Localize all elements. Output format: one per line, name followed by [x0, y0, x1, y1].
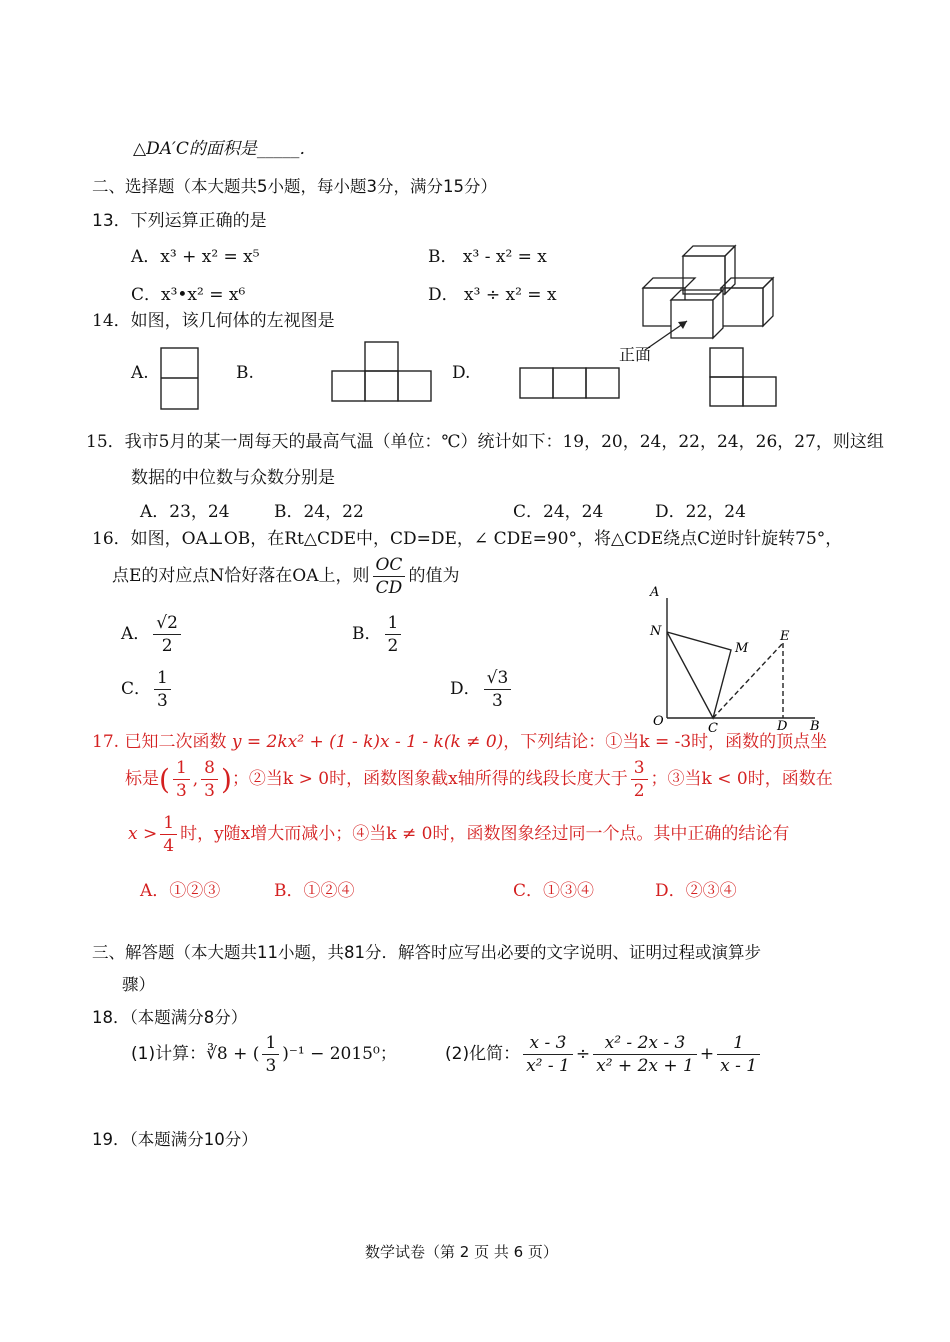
q16-ratio-num: OC: [373, 554, 406, 577]
q17-line3: [128, 812, 789, 857]
q17-vertex-y: [201, 757, 218, 802]
q12-tail: △DA′C的面积是_____．: [133, 139, 317, 159]
q16-option-b: [352, 612, 404, 657]
q16-option-d-num: √3: [484, 667, 512, 690]
q14-option-b-figure: [331, 341, 433, 403]
q16-option-d-fraction: [484, 667, 512, 712]
q17-vertex-y-den: 3: [204, 781, 215, 801]
q17-length-den: 2: [633, 781, 645, 801]
q15-option-c: C．24，24: [513, 502, 604, 522]
q15-option-d: D．22，24: [655, 502, 746, 522]
q16-ratio-fraction: [373, 554, 406, 599]
q16-label-e: E: [780, 629, 790, 644]
q16-option-b-label: B．: [352, 624, 382, 644]
q19-stem: 19．（本题满分10分）: [92, 1130, 258, 1149]
q15-option-a: A．23，24: [140, 502, 230, 522]
q18-part2: [445, 1032, 763, 1077]
q17-option-a: A．①②③: [140, 881, 221, 901]
q14-option-a-figure: [160, 347, 200, 411]
q16-label-m: M: [735, 641, 749, 656]
q13-option-b: B． x³ - x² = x: [428, 247, 547, 267]
q13-option-d: D． x³ ÷ x² = x: [428, 285, 557, 305]
q16-label-c: C: [708, 721, 718, 736]
q18-part1-den: 3: [265, 1056, 277, 1076]
q18-part1-fraction: [262, 1032, 279, 1077]
q18-part1-expr-b: )⁻¹ − 2015⁰；: [282, 1044, 397, 1064]
q16-line1: 16．如图，OA⊥OB，在Rt△CDE中，CD=DE，∠ CDE=90°，将△CDE绕点C逆时针旋转75°，: [92, 529, 843, 549]
q16-option-b-den: 2: [387, 636, 399, 656]
q18-f3-num: 1: [717, 1032, 760, 1055]
q18-part2-fraction-3: [717, 1032, 760, 1077]
section3-line2: 骤）: [122, 975, 155, 994]
q16-option-c: [121, 667, 174, 712]
q16-option-a-den: 2: [161, 636, 173, 656]
q18-part2-fraction-1: [523, 1032, 573, 1077]
q18-plus: +: [699, 1044, 715, 1064]
q16-option-c-fraction: [154, 667, 171, 712]
q13-stem: 13．下列运算正确的是: [92, 211, 267, 231]
q17-option-d: D．②③④: [655, 881, 737, 901]
q18-f2-num: x² - 2x - 3: [593, 1032, 697, 1055]
q14-option-c-figure: [519, 367, 623, 400]
q17-vertex-close-paren: ): [221, 763, 232, 796]
q17-length-fraction: [631, 757, 648, 802]
q17-x-fraction: [160, 812, 177, 857]
q17-vertex-open-paren: (: [159, 763, 170, 796]
q17-x-num: 1: [160, 812, 177, 835]
q18-part2-fraction-2: [593, 1032, 697, 1077]
q17-line2-mid: ；②当k > 0时，函数图象截x轴所得的线段长度大于: [231, 769, 628, 789]
q17-vertex-comma: ,: [192, 769, 199, 790]
q17-vertex-x-num: 1: [173, 757, 190, 780]
q14-stem: 14．如图，该几何体的左视图是: [92, 311, 335, 331]
q15-line1: 15．我市5月的某一周每天的最高气温（单位：℃）统计如下：19，20，24，22，24，26，27，则这组: [86, 432, 884, 452]
page-footer: 数学试卷（第 2 页 共 6 页）: [365, 1243, 558, 1261]
q14-front-label: 正面: [619, 345, 652, 364]
q16-option-b-fraction: [385, 612, 402, 657]
q17-line1: [92, 727, 827, 752]
q16-option-b-num: 1: [385, 612, 402, 635]
q14-label-a: A.: [131, 363, 149, 383]
q17-vertex-x: [173, 757, 190, 802]
q16-option-c-label: C．: [121, 679, 152, 699]
q17-line1-post: ，下列结论：①当k = -3时，函数的顶点坐: [503, 732, 828, 752]
q18-part1-expr-a: ∛8 + (: [206, 1044, 260, 1064]
q16-option-c-num: 1: [154, 667, 171, 690]
q14-label-b: B.: [236, 363, 254, 383]
q16-line2: [112, 554, 459, 599]
q16-option-a-fraction: [153, 612, 181, 657]
q16-option-d-label: D．: [450, 679, 481, 699]
q17-x-den: 4: [163, 836, 175, 856]
q17-line3-pre: x >: [128, 824, 158, 844]
q16-option-a-label: A．: [121, 624, 151, 644]
section3-line1: 三、解答题（本大题共11小题，共81分．解答时应写出必要的文字说明、证明过程或演算步: [92, 943, 761, 962]
q17-vertex-y-num: 8: [201, 757, 218, 780]
q17-line2-pre: 标是: [125, 769, 159, 789]
q16-geometry-figure: [645, 580, 835, 740]
q18-part1-num: 1: [262, 1032, 279, 1055]
q18-part2-label: (2)化简：: [445, 1044, 521, 1064]
q16-option-d-den: 3: [492, 691, 503, 711]
q15-line2: 数据的中位数与众数分别是: [131, 468, 335, 488]
q14-label-d: D.: [452, 363, 471, 383]
q13-option-a: A．x³ + x² = x⁵: [131, 247, 260, 267]
q17-length-num: 3: [631, 757, 648, 780]
q17-line2: [125, 757, 833, 802]
q13-option-c: C．x³•x² = x⁶: [131, 285, 246, 305]
q16-line2-pre: 点E的对应点N恰好落在OA上，则: [112, 566, 370, 586]
q16-option-c-den: 3: [157, 691, 168, 711]
q17-option-b: B．①②④: [274, 881, 355, 901]
q16-line2-post: 的值为: [408, 566, 460, 586]
q18-stem: 18．（本题满分8分）: [92, 1008, 248, 1027]
q18-f3-den: x - 1: [720, 1056, 758, 1076]
q17-formula: y = 2kx² + (1 - k)x - 1 - k(k ≠ 0): [231, 732, 504, 752]
q16-label-b: B: [810, 719, 820, 734]
q16-option-d: [450, 667, 514, 712]
q17-line1-pre: 17. 已知二次函数: [92, 732, 227, 752]
q16-label-a: A: [650, 585, 660, 600]
q16-ratio-den: CD: [375, 578, 403, 598]
q17-vertex-x-den: 3: [175, 781, 187, 801]
q16-label-n: N: [650, 624, 662, 639]
q17-option-c: C．①③④: [513, 881, 595, 901]
q16-label-o: O: [653, 714, 664, 729]
q18-f1-den: x² - 1: [526, 1056, 570, 1076]
q18-f2-den: x² + 2x + 1: [596, 1056, 694, 1076]
q18-part1-label: (1)计算：: [131, 1044, 207, 1064]
q17-line3-post: 时，y随x增大而减小；④当k ≠ 0时，函数图象经过同一个点。其中正确的结论有: [180, 824, 790, 844]
q15-option-b: B．24，22: [274, 502, 364, 522]
q16-option-a-num: √2: [153, 612, 181, 635]
q17-line2-post: ；③当k < 0时，函数在: [650, 769, 833, 789]
q18-divide: ÷: [575, 1044, 591, 1064]
q16-option-a: [121, 612, 184, 657]
q18-f1-num: x - 3: [523, 1032, 573, 1055]
q18-part1: [131, 1032, 397, 1077]
q16-label-d: D: [777, 719, 788, 734]
section2-heading: 二、选择题（本大题共5小题，每小题3分，满分15分）: [92, 177, 497, 196]
